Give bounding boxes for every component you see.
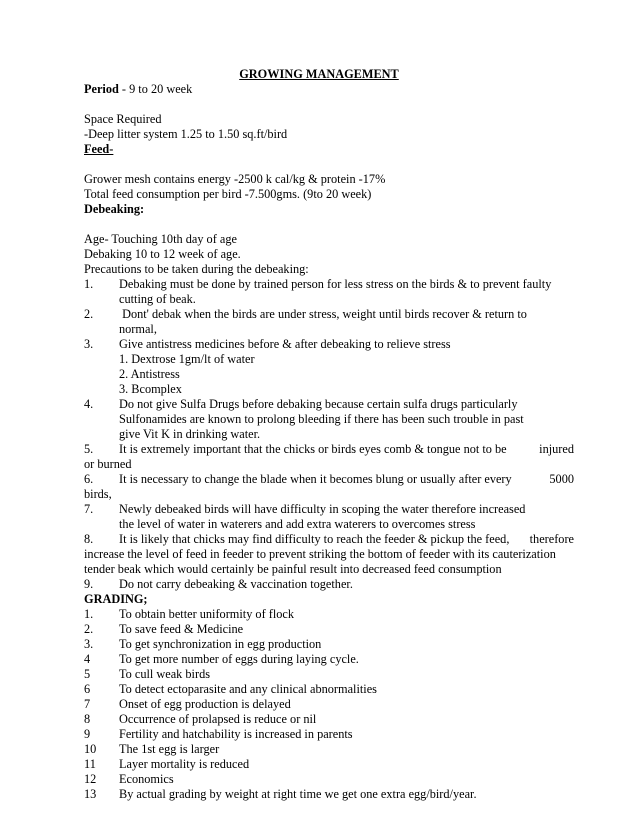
grading-item: 8 Occurrence of prolapsed is reduce or nil	[84, 712, 317, 726]
debeaking-weeks: Debaking 10 to 12 week of age.	[84, 247, 241, 261]
list-item: 5. It is extremely important that the chicks or birds eyes comb & tongue not to be injured	[84, 442, 574, 456]
list-item-wrap: birds,	[84, 487, 112, 501]
list-item-cont: give Vit K in drinking water.	[119, 427, 261, 441]
grading-list	[84, 607, 574, 802]
list-item: 6. It is necessary to change the blade when it becomes blung or usually after every 5000	[84, 472, 574, 486]
page-title: GROWING MANAGEMENT	[239, 67, 399, 81]
debeaking-heading: Debeaking:	[84, 202, 145, 216]
period-value: - 9 to 20 week	[118, 82, 193, 96]
grading-item: 13 By actual grading by weight at right time we get one extra egg/bird/year.	[84, 787, 477, 801]
list-subitem: 2. Antistress	[119, 367, 180, 381]
list-item: 2. Dont' debak when the birds are under stress, weight until birds recover & return to	[84, 307, 527, 321]
feed-line-2: Total feed consumption per bird -7.500gms. (9to 20 week)	[84, 187, 372, 201]
list-item-cont: cutting of beak.	[119, 292, 196, 306]
grading-item: 11 Layer mortality is reduced	[84, 757, 250, 771]
debeaking-precautions: Precautions to be taken during the debeaking:	[84, 262, 309, 276]
debeaking-age: Age- Touching 10th day of age	[84, 232, 237, 246]
grading-item: 12 Economics	[84, 772, 174, 786]
list-item-cont: Sulfonamides are known to prolong bleeding if there has been such trouble in past	[119, 412, 524, 426]
list-item: 8. It is likely that chicks may find difficulty to reach the feeder & pickup the feed, therefore	[84, 532, 574, 546]
document-body	[84, 82, 574, 802]
grading-item: 7 Onset of egg production is delayed	[84, 697, 291, 711]
feed-line-1: Grower mesh contains energy -2500 k cal/kg & protein -17%	[84, 172, 386, 186]
list-item-wrap: or burned	[84, 457, 132, 471]
list-subitem: 1. Dextrose 1gm/lt of water	[119, 352, 255, 366]
grading-item: 9 Fertility and hatchability is increased in parents	[84, 727, 353, 741]
list-item: 1. Debaking must be done by trained person for less stress on the birds & to prevent faulty	[84, 277, 552, 291]
list-subitem: 3. Bcomplex	[119, 382, 182, 396]
period-label: Period	[84, 82, 119, 96]
grading-item: 4 To get more number of eggs during laying cycle.	[84, 652, 359, 666]
space-line: -Deep litter system 1.25 to 1.50 sq.ft/bird	[84, 127, 288, 141]
space-heading: Space Required	[84, 112, 162, 126]
grading-heading: GRADING;	[84, 592, 148, 606]
list-item-wrap: increase the level of feed in feeder to prevent striking the bottom of feeder with its cauterization	[84, 547, 556, 561]
list-item-cont: the level of water in waterers and add extra waterers to overcomes stress	[119, 517, 476, 531]
list-item: 7. Newly debeaked birds will have difficulty in scoping the water therefore increased	[84, 502, 526, 516]
list-item-cont: normal,	[119, 322, 157, 336]
grading-item: 3. To get synchronization in egg production	[84, 637, 322, 651]
list-item: 4. Do not give Sulfa Drugs before debaking because certain sulfa drugs particularly	[84, 397, 518, 411]
list-item: 3. Give antistress medicines before & after debeaking to relieve stress	[84, 337, 451, 351]
list-item-wrap: tender beak which would certainly be painful result into decreased feed consumption	[84, 562, 502, 576]
grading-item: 6 To detect ectoparasite and any clinical abnormalities	[84, 682, 377, 696]
grading-item: 1. To obtain better uniformity of flock	[84, 607, 295, 621]
grading-item: 10 The 1st egg is larger	[84, 742, 220, 756]
grading-item: 2. To save feed & Medicine	[84, 622, 244, 636]
list-item: 9. Do not carry debeaking & vaccination together.	[84, 577, 353, 591]
feed-heading: Feed-	[84, 142, 114, 156]
grading-item: 5 To cull weak birds	[84, 667, 211, 681]
period-line	[84, 82, 574, 97]
